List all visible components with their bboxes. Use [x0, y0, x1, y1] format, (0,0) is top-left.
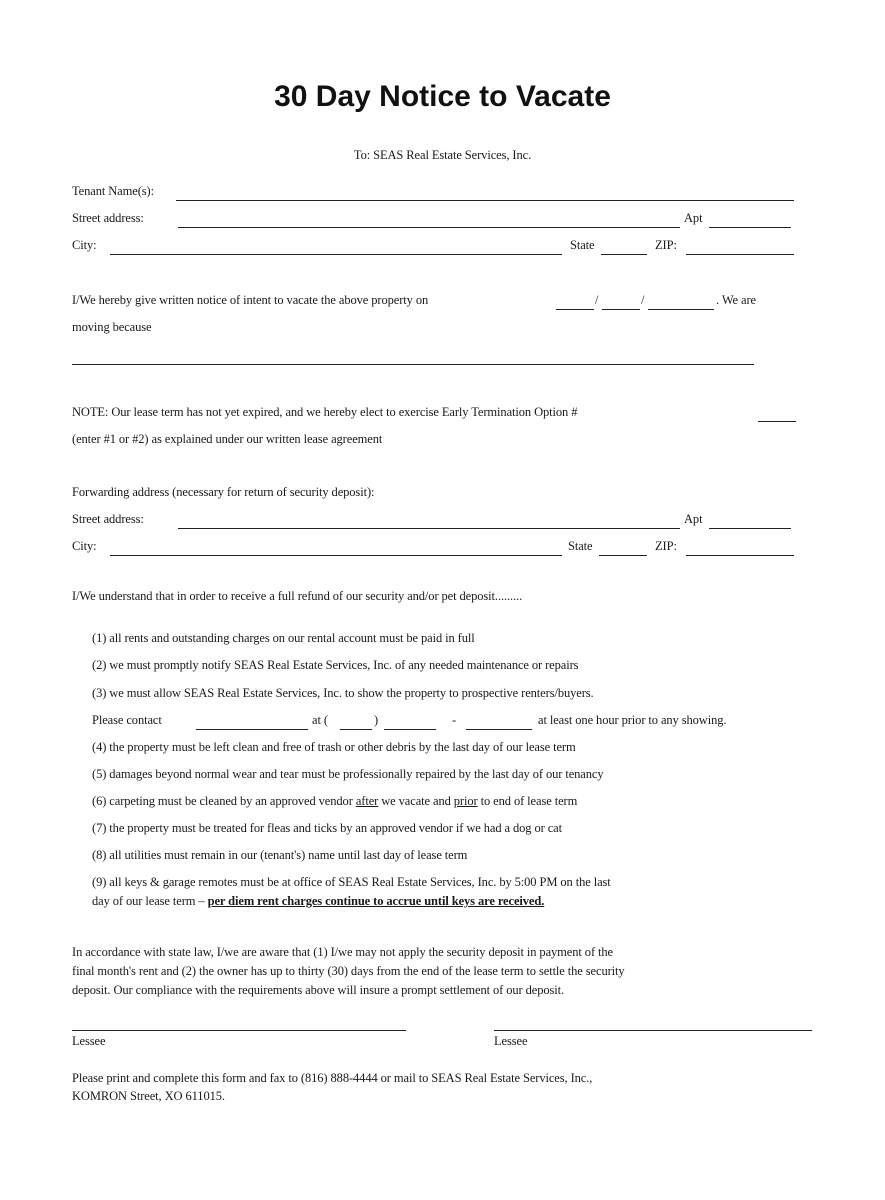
forwarding-zip-label: ZIP:	[655, 539, 677, 553]
forwarding-apt-field[interactable]	[709, 528, 791, 529]
vacate-month-field[interactable]	[556, 309, 594, 310]
forwarding-city-field[interactable]	[110, 555, 562, 556]
forwarding-state-label: State	[568, 539, 593, 553]
item-2: (2) we must promptly notify SEAS Real Estate Services, Inc. of any needed maintenance or repairs	[92, 658, 579, 672]
date-slash-1: /	[595, 293, 599, 307]
tenant-city-field[interactable]	[110, 254, 562, 255]
item-6-after: after	[355, 794, 379, 808]
area-code-field[interactable]	[340, 729, 372, 730]
forwarding-apt-label: Apt	[684, 512, 703, 526]
contact-name-field[interactable]	[196, 729, 308, 730]
phone-prefix-field[interactable]	[384, 729, 436, 730]
lessee-label-left: Lessee	[72, 1034, 106, 1048]
item-5: (5) damages beyond normal wear and tear must be professionally repaired by the last day of our tenancy	[92, 767, 604, 781]
item-8: (8) all utilities must remain in our (tenant's) name until last day of lease term	[92, 848, 468, 862]
item-9-line2	[92, 894, 544, 909]
lessee-signature-left[interactable]	[72, 1030, 406, 1031]
tenant-name-field[interactable]	[176, 200, 794, 201]
tenant-state-label: State	[570, 238, 595, 252]
tenant-zip-field[interactable]	[686, 254, 794, 255]
item-9-warning: per diem rent charges continue to accrue until keys are received.	[207, 894, 545, 908]
tenant-apt-field[interactable]	[709, 227, 791, 228]
lessee-signature-right[interactable]	[494, 1030, 812, 1031]
tenant-city-label: City:	[72, 238, 97, 252]
item-6	[92, 794, 577, 809]
forwarding-heading: Forwarding address (necessary for return of security deposit):	[72, 485, 375, 499]
tenant-zip-label: ZIP:	[655, 238, 677, 252]
item-7: (7) the property must be treated for fleas and ticks by an approved vendor if we had a dog or cat	[92, 821, 562, 835]
contact-label: Please contact	[92, 713, 162, 727]
lessee-label-right: Lessee	[494, 1034, 528, 1048]
tenant-apt-label: Apt	[684, 211, 703, 225]
contact-paren: )	[374, 713, 379, 727]
accordance-line2: final month's rent and (2) the owner has up to thirty (30) days from the end of the lease term to settle the security	[72, 964, 625, 978]
item-1: (1) all rents and outstanding charges on our rental account must be paid in full	[92, 631, 475, 645]
item-9-line2-pre: day of our lease term –	[92, 894, 205, 908]
tenant-name-label: Tenant Name(s):	[72, 184, 154, 198]
tenant-street-field[interactable]	[178, 227, 680, 228]
contact-at: at (	[312, 713, 328, 727]
footer-line1: Please print and complete this form and fax to (816) 888-4444 or mail to SEAS Real Estate Services, Inc.,	[72, 1071, 593, 1085]
tenant-street-label: Street address:	[72, 211, 144, 225]
item-6-mid: we vacate and	[381, 794, 451, 808]
vacate-year-field[interactable]	[648, 309, 714, 310]
accordance-line1: In accordance with state law, I/we are aware that (1) I/we may not apply the security deposit in payment of the	[72, 945, 614, 959]
page-title: 30 Day Notice to Vacate	[274, 80, 611, 113]
item-4: (4) the property must be left clean and free of trash or other debris by the last day of our lease term	[92, 740, 576, 754]
notice-line1-end: . We are	[716, 293, 756, 307]
forwarding-street-label: Street address:	[72, 512, 144, 526]
item-6-pre: (6) carpeting must be cleaned by an approved vendor	[92, 794, 353, 808]
item-3: (3) we must allow SEAS Real Estate Services, Inc. to show the property to prospective renters/buyers.	[92, 686, 594, 700]
contact-dash: -	[452, 713, 457, 727]
moving-reason-field[interactable]	[72, 364, 754, 365]
tenant-state-field[interactable]	[601, 254, 647, 255]
item-6-post: to end of lease term	[480, 794, 578, 808]
phone-line-field[interactable]	[466, 729, 532, 730]
forwarding-street-field[interactable]	[178, 528, 680, 529]
notice-line2: moving because	[72, 320, 152, 334]
forwarding-city-label: City:	[72, 539, 97, 553]
item-6-prior: prior	[453, 794, 478, 808]
understand-line: I/We understand that in order to receive a full refund of our security and/or pet deposit.........	[72, 589, 523, 603]
vacate-day-field[interactable]	[602, 309, 640, 310]
note-line2: (enter #1 or #2) as explained under our written lease agreement	[72, 432, 383, 446]
forwarding-state-field[interactable]	[599, 555, 647, 556]
option-number-field[interactable]	[758, 421, 796, 422]
note-line1: NOTE: Our lease term has not yet expired, and we hereby elect to exercise Early Termination Option #	[72, 405, 578, 419]
footer-line2: KOMRON Street, XO 611015.	[72, 1089, 225, 1103]
contact-post: at least one hour prior to any showing.	[538, 713, 727, 727]
accordance-line3: deposit. Our compliance with the requirements above will insure a prompt settlement of our deposit.	[72, 983, 565, 997]
item-9-line1: (9) all keys & garage remotes must be at office of SEAS Real Estate Services, Inc. by 5:00 PM on the last	[92, 875, 611, 889]
date-slash-2: /	[641, 293, 645, 307]
forwarding-zip-field[interactable]	[686, 555, 794, 556]
to-line: To: SEAS Real Estate Services, Inc.	[353, 148, 532, 162]
notice-line1: I/We hereby give written notice of intent to vacate the above property on	[72, 293, 429, 307]
